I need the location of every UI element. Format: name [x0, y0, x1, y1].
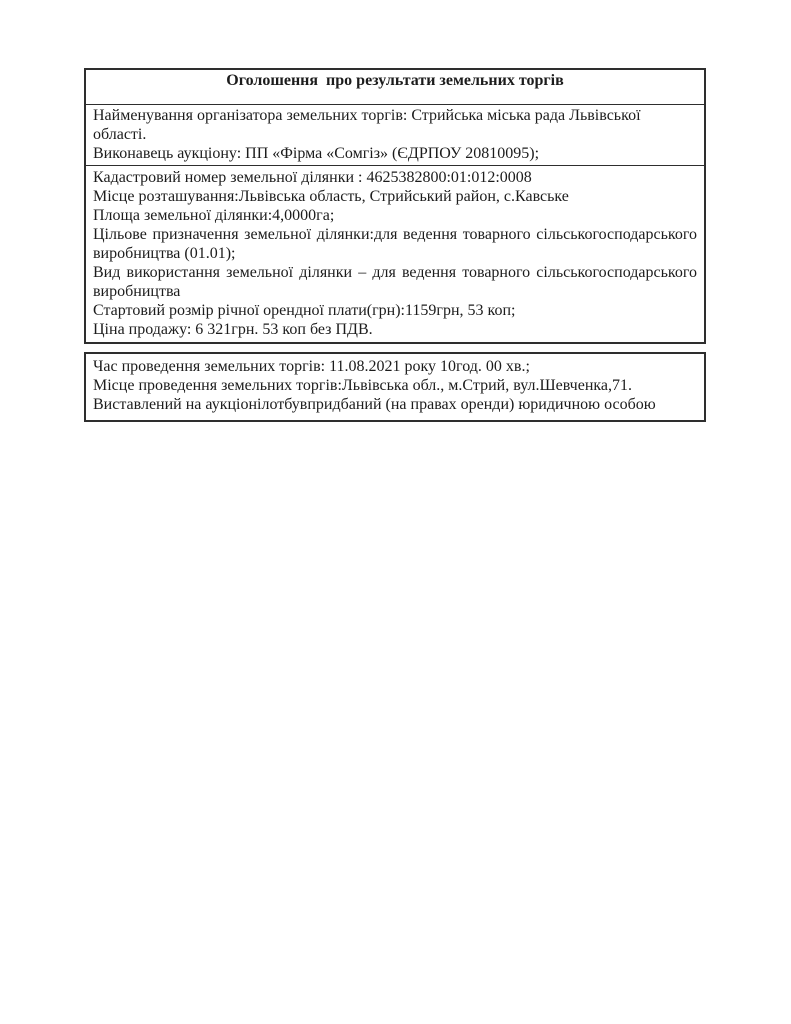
- lot-acquired-line: Виставлений на аукціонілотбувпридбаний (на правах оренди) юридичною особою: [93, 396, 656, 413]
- organizer-name-line: Найменування організатора земельних торгів: Стрийська міська рада Львівської області.: [93, 107, 641, 143]
- location-line: Місце розташування:Львівська область, Стрийський район, с.Кавське: [93, 188, 569, 205]
- cadastral-number-line: Кадастровий номер земельної ділянки : 4625382800:01:012:0008: [93, 169, 532, 186]
- auction-time-line: Час проведення земельних торгів: 11.08.2021 року 10год. 00 хв.;: [93, 358, 530, 375]
- designated-purpose-line-2: виробництва (01.01);: [93, 245, 236, 262]
- announcement-document: [84, 68, 706, 422]
- auction-place-line: Місце проведення земельних торгів:Львівська обл., м.Стрий, вул.Шевченка,71.: [93, 377, 633, 394]
- auction-details-table: [84, 352, 706, 422]
- announcement-table: [84, 68, 706, 344]
- use-type-line-1: Вид використання земельної ділянки – для ведення товарного сільськогосподарського: [93, 264, 697, 281]
- document-title: Оголошення про результати земельних торгів: [226, 72, 564, 89]
- use-type-line-2: виробництва: [93, 283, 181, 300]
- starting-rent-line: Стартовий розмір річної орендної плати(грн):1159грн, 53 коп;: [93, 302, 516, 319]
- table-row-organizer: [86, 104, 704, 165]
- auction-executor-line: Виконавець аукціону: ПП «Фірма «Сомгіз» (ЄДРПОУ 20810095);: [93, 145, 540, 162]
- table-row-auction: [86, 354, 704, 420]
- designated-purpose-line-1: Цільове призначення земельної ділянки:для ведення товарного сільськогосподарського: [93, 226, 697, 243]
- sale-price-line: Ціна продажу: 6 321грн. 53 коп без ПДВ.: [93, 321, 373, 338]
- table-row-title: [86, 70, 704, 104]
- table-row-parcel: [86, 165, 704, 342]
- area-line: Площа земельної ділянки:4,0000га;: [93, 207, 335, 224]
